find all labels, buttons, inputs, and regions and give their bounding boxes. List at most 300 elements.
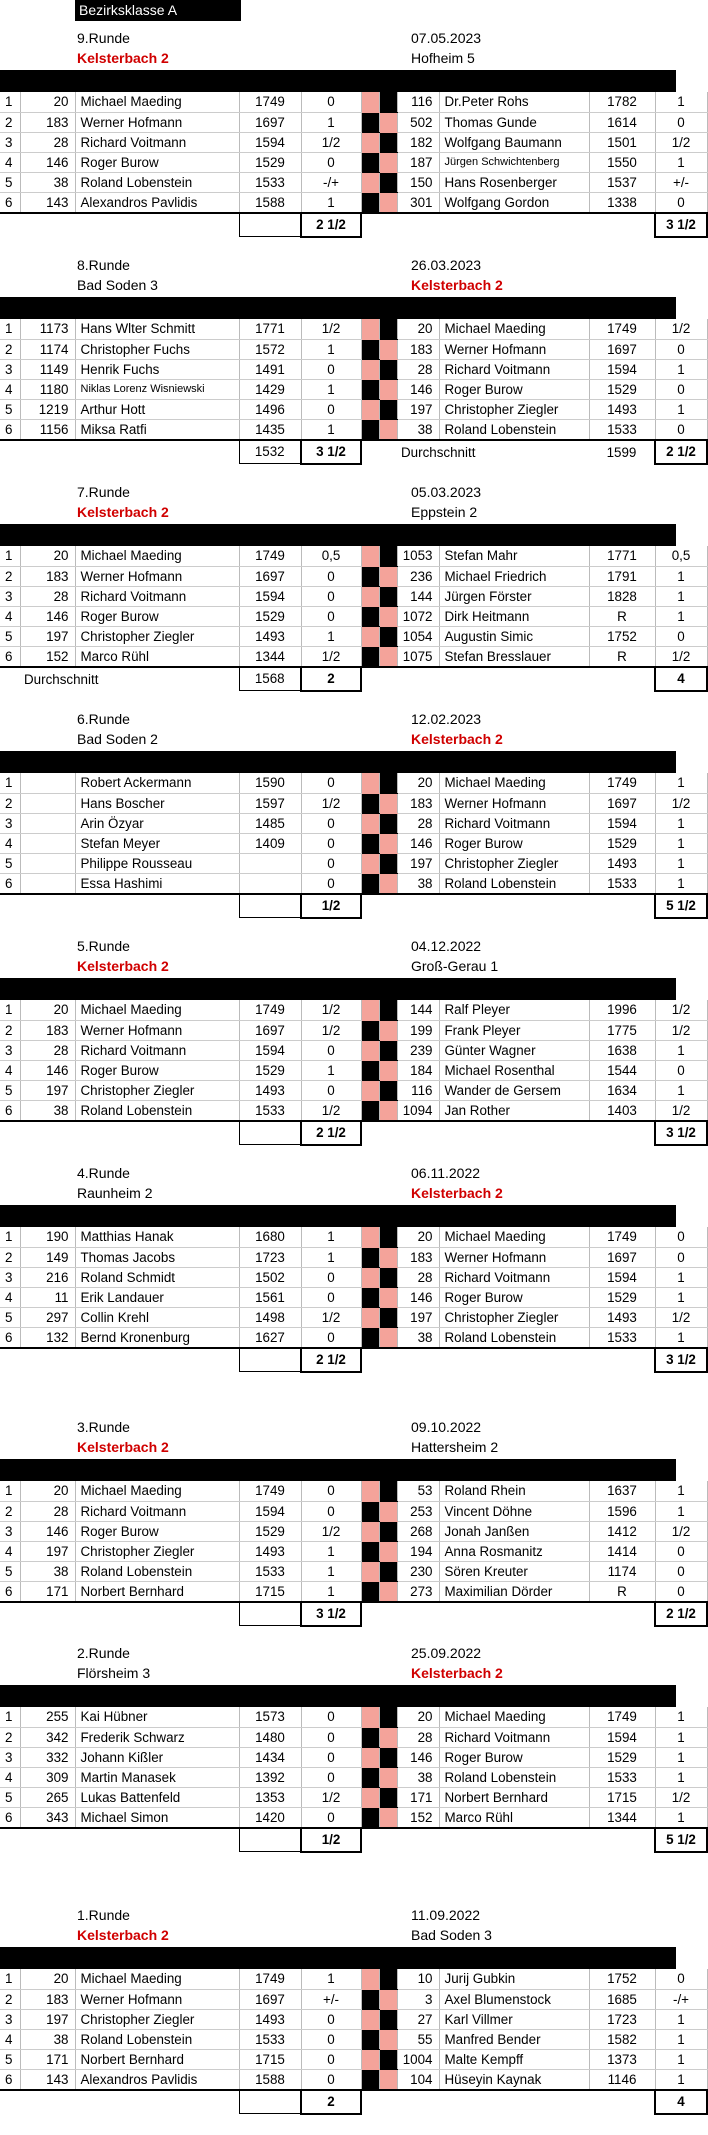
color-marker (379, 1807, 397, 1828)
right-player-id: 38 (397, 1767, 439, 1787)
left-player-result: 0 (301, 566, 361, 586)
right-player-id: 20 (397, 1227, 439, 1247)
left-player-result: 1/2 (301, 132, 361, 152)
right-average (589, 2090, 655, 2114)
right-player-id: 104 (397, 2069, 439, 2090)
right-player-id: 27 (397, 2009, 439, 2029)
spacer (0, 213, 20, 237)
round-header (0, 255, 676, 297)
right-player-id: 38 (397, 419, 439, 440)
color-marker (379, 2009, 397, 2029)
left-player-rating: 1409 (239, 833, 301, 853)
color-marker (379, 1000, 397, 1020)
color-marker (361, 1501, 379, 1521)
table-row (0, 1100, 707, 1121)
right-player-name: Roland Lobenstein (439, 419, 589, 440)
left-player-id: 1180 (20, 379, 75, 399)
totals-row (0, 440, 707, 464)
right-player-id: 1072 (397, 606, 439, 626)
board-number: 4 (0, 1060, 20, 1080)
left-player-rating: 1502 (239, 1267, 301, 1287)
left-player-name: Michael Maeding (75, 92, 239, 112)
left-team-name: Raunheim 2 (77, 1185, 153, 1201)
right-player-name: Christopher Ziegler (439, 1307, 589, 1327)
totals-row (0, 1348, 707, 1372)
right-player-result: 1 (655, 873, 707, 894)
left-player-id: 332 (20, 1747, 75, 1767)
color-marker (379, 1100, 397, 1121)
left-player-result: 1/2 (301, 1787, 361, 1807)
left-player-id (20, 813, 75, 833)
table-row (0, 112, 707, 132)
left-player-name: Miksa Ratfi (75, 419, 239, 440)
spacer (0, 894, 20, 918)
color-marker (379, 1707, 397, 1727)
right-player-result: 1/2 (655, 319, 707, 339)
left-player-rating: 1697 (239, 112, 301, 132)
left-player-rating: 1594 (239, 1501, 301, 1521)
left-player-rating: 1715 (239, 1581, 301, 1602)
left-team-total: 2 (301, 2090, 361, 2114)
table-row (0, 1521, 707, 1541)
left-player-name: Roland Lobenstein (75, 172, 239, 192)
left-player-name: Michael Maeding (75, 1481, 239, 1501)
color-marker (379, 813, 397, 833)
spacer (379, 2090, 397, 2114)
right-player-name: Richard Voitmann (439, 1267, 589, 1287)
left-player-id: 1156 (20, 419, 75, 440)
right-player-name: Stefan Mahr (439, 546, 589, 566)
left-player-name: Richard Voitmann (75, 1501, 239, 1521)
color-marker (379, 1247, 397, 1267)
right-player-id: 187 (397, 152, 439, 172)
right-player-name: Marco Rühl (439, 1807, 589, 1828)
right-player-result: 0,5 (655, 546, 707, 566)
right-player-rating: 1638 (589, 1040, 655, 1060)
left-player-id: 190 (20, 1227, 75, 1247)
right-player-result: 1 (655, 152, 707, 172)
color-marker (361, 1541, 379, 1561)
left-player-id: 11 (20, 1287, 75, 1307)
round-date: 26.03.2023 (411, 257, 482, 273)
color-marker (361, 419, 379, 440)
left-average: 1532 (239, 440, 301, 464)
left-player-rating: 1749 (239, 92, 301, 112)
right-player-rating: 1749 (589, 773, 655, 793)
color-marker (361, 1040, 379, 1060)
round-block (0, 482, 691, 692)
right-player-rating: 1533 (589, 1327, 655, 1348)
table-row (0, 1227, 707, 1247)
right-player-name: Christopher Ziegler (439, 399, 589, 419)
color-marker (379, 152, 397, 172)
left-player-name: Michael Maeding (75, 546, 239, 566)
board-number: 3 (0, 1747, 20, 1767)
right-player-rating: 1533 (589, 873, 655, 894)
right-average (589, 1121, 655, 1145)
spacer (0, 1348, 20, 1372)
right-player-rating: 1373 (589, 2049, 655, 2069)
right-player-result: 0 (655, 1969, 707, 1989)
round-block (0, 28, 696, 238)
left-average-label (20, 1121, 239, 1145)
left-player-rating: 1344 (239, 646, 301, 667)
color-marker (379, 319, 397, 339)
left-player-name: Werner Hofmann (75, 1989, 239, 2009)
pairings-table (0, 92, 708, 238)
right-player-rating: 1529 (589, 379, 655, 399)
color-marker (361, 1100, 379, 1121)
color-marker (379, 419, 397, 440)
header-bar (0, 978, 676, 1000)
left-player-rating: 1493 (239, 1080, 301, 1100)
board-number: 3 (0, 1040, 20, 1060)
table-row (0, 873, 707, 894)
board-number: 4 (0, 1767, 20, 1787)
spacer (0, 667, 20, 691)
left-team-name: Kelsterbach 2 (77, 958, 169, 974)
left-player-name: Bernd Kronenburg (75, 1327, 239, 1348)
round-date: 07.05.2023 (411, 30, 482, 46)
board-number: 5 (0, 172, 20, 192)
round-label: 2.Runde (77, 1645, 130, 1661)
left-player-id: 183 (20, 1989, 75, 2009)
totals-row (0, 894, 707, 918)
right-player-name: Roger Burow (439, 379, 589, 399)
left-player-rating (239, 853, 301, 873)
round-header (0, 1905, 676, 1947)
color-marker (361, 1080, 379, 1100)
left-player-rating: 1493 (239, 2009, 301, 2029)
left-team-total: 3 1/2 (301, 1602, 361, 1626)
right-player-name: Ralf Pleyer (439, 1000, 589, 1020)
left-player-name: Michael Simon (75, 1807, 239, 1828)
left-average-label (20, 1828, 239, 1852)
left-player-rating: 1493 (239, 1541, 301, 1561)
left-player-name: Hans Boscher (75, 793, 239, 813)
left-player-id: 20 (20, 1000, 75, 1020)
pairings-table (0, 1227, 708, 1373)
right-player-result: 1 (655, 2029, 707, 2049)
left-player-rating: 1594 (239, 586, 301, 606)
left-player-result: 1/2 (301, 1521, 361, 1541)
right-player-id: 182 (397, 132, 439, 152)
right-player-rating: 1791 (589, 566, 655, 586)
right-player-rating: 1338 (589, 192, 655, 213)
left-player-id: 183 (20, 566, 75, 586)
right-player-rating: 1775 (589, 1020, 655, 1040)
right-player-result: 1 (655, 92, 707, 112)
right-player-id: 20 (397, 1707, 439, 1727)
color-marker (379, 873, 397, 894)
right-player-name: Roger Burow (439, 833, 589, 853)
right-average (589, 1348, 655, 1372)
left-player-id: 265 (20, 1787, 75, 1807)
right-player-result: 1 (655, 2069, 707, 2090)
board-number: 1 (0, 1481, 20, 1501)
right-player-name: Manfred Bender (439, 2029, 589, 2049)
left-player-result: 0 (301, 606, 361, 626)
left-player-id: 20 (20, 546, 75, 566)
color-marker (361, 833, 379, 853)
right-player-rating: 1582 (589, 2029, 655, 2049)
board-number: 5 (0, 1080, 20, 1100)
right-player-rating: 1634 (589, 1080, 655, 1100)
color-marker (361, 566, 379, 586)
board-number: 2 (0, 566, 20, 586)
pairings-table (0, 1707, 708, 1853)
round-header (0, 1163, 676, 1205)
right-player-name: Hüseyin Kaynak (439, 2069, 589, 2090)
left-player-result: 1 (301, 1581, 361, 1602)
color-marker (379, 773, 397, 793)
left-player-rating: 1533 (239, 2029, 301, 2049)
right-average (589, 894, 655, 918)
right-player-name: Dr.Peter Rohs (439, 92, 589, 112)
right-team-total: 4 (655, 2090, 707, 2114)
left-player-result: 0 (301, 773, 361, 793)
board-number: 1 (0, 1000, 20, 1020)
color-marker (361, 606, 379, 626)
color-marker (379, 1020, 397, 1040)
color-marker (379, 1327, 397, 1348)
table-row (0, 546, 707, 566)
board-number: 3 (0, 1267, 20, 1287)
left-player-rating: 1572 (239, 339, 301, 359)
left-player-name: Roger Burow (75, 152, 239, 172)
table-row (0, 1481, 707, 1501)
right-player-rating: 1828 (589, 586, 655, 606)
right-player-rating: 1533 (589, 419, 655, 440)
color-marker (379, 1989, 397, 2009)
table-row (0, 1060, 707, 1080)
color-marker (361, 1307, 379, 1327)
color-marker (379, 112, 397, 132)
right-player-result: 1 (655, 586, 707, 606)
color-marker (361, 1989, 379, 2009)
right-average (589, 1602, 655, 1626)
right-player-name: Vincent Döhne (439, 1501, 589, 1521)
left-player-rating: 1697 (239, 1989, 301, 2009)
left-player-name: Arthur Hott (75, 399, 239, 419)
color-marker (379, 359, 397, 379)
right-player-result: 1 (655, 1807, 707, 1828)
right-player-rating: 1594 (589, 1267, 655, 1287)
left-player-id: 183 (20, 112, 75, 132)
right-player-rating: 1782 (589, 92, 655, 112)
table-row (0, 1787, 707, 1807)
left-player-name: Roland Schmidt (75, 1267, 239, 1287)
left-player-id: 38 (20, 172, 75, 192)
board-number: 3 (0, 1521, 20, 1541)
board-number: 4 (0, 2029, 20, 2049)
right-player-name: Michael Maeding (439, 1227, 589, 1247)
right-player-id: 1004 (397, 2049, 439, 2069)
left-average (239, 1121, 301, 1145)
right-player-id: 116 (397, 92, 439, 112)
board-number: 1 (0, 92, 20, 112)
color-marker (361, 1561, 379, 1581)
right-player-name: Werner Hofmann (439, 793, 589, 813)
left-player-result: 1 (301, 1060, 361, 1080)
left-player-name: Alexandros Pavlidis (75, 2069, 239, 2090)
totals-row (0, 1828, 707, 1852)
color-marker (379, 793, 397, 813)
right-player-result: 0 (655, 626, 707, 646)
round-header (0, 28, 676, 70)
left-player-name: Norbert Bernhard (75, 2049, 239, 2069)
right-team-total: 3 1/2 (655, 213, 707, 237)
left-player-id (20, 793, 75, 813)
right-player-id: 230 (397, 1561, 439, 1581)
left-player-name: Michael Maeding (75, 1000, 239, 1020)
spacer (361, 1121, 379, 1145)
color-marker (361, 1247, 379, 1267)
left-player-rating: 1420 (239, 1807, 301, 1828)
left-player-id: 38 (20, 1100, 75, 1121)
right-player-name: Jan Rother (439, 1100, 589, 1121)
board-number: 2 (0, 1247, 20, 1267)
color-marker (379, 1287, 397, 1307)
left-player-result: 1/2 (301, 1100, 361, 1121)
board-number: 4 (0, 152, 20, 172)
right-player-rating: 1996 (589, 1000, 655, 1020)
board-number: 6 (0, 873, 20, 894)
totals-row (0, 1121, 707, 1145)
left-team-name: Kelsterbach 2 (77, 504, 169, 520)
right-player-name: Roger Burow (439, 1287, 589, 1307)
spacer (379, 213, 397, 237)
right-player-name: Jonah Janßen (439, 1521, 589, 1541)
right-player-id: 183 (397, 1247, 439, 1267)
left-player-rating: 1749 (239, 1969, 301, 1989)
left-player-name: Richard Voitmann (75, 132, 239, 152)
left-player-rating: 1435 (239, 419, 301, 440)
color-marker (379, 853, 397, 873)
table-row (0, 379, 707, 399)
left-player-result: 0 (301, 1501, 361, 1521)
right-player-name: Karl Villmer (439, 2009, 589, 2029)
left-average-label (20, 2090, 239, 2114)
right-average: 1599 (606, 444, 637, 460)
board-number: 1 (0, 1707, 20, 1727)
right-player-result: 1/2 (655, 132, 707, 152)
board-number: 5 (0, 2049, 20, 2069)
left-player-id: 197 (20, 626, 75, 646)
right-player-result: 1 (655, 1747, 707, 1767)
right-player-id: 239 (397, 1040, 439, 1060)
spacer (0, 1121, 20, 1145)
left-player-rating: 1529 (239, 1521, 301, 1541)
right-player-id: 10 (397, 1969, 439, 1989)
color-marker (361, 853, 379, 873)
left-player-name: Richard Voitmann (75, 1040, 239, 1060)
left-player-result: 0 (301, 359, 361, 379)
left-team-total: 1/2 (301, 894, 361, 918)
color-marker (361, 192, 379, 213)
right-player-rating: 1749 (589, 1227, 655, 1247)
right-player-id: 144 (397, 1000, 439, 1020)
left-player-id: 297 (20, 1307, 75, 1327)
left-player-name: Werner Hofmann (75, 1020, 239, 1040)
right-player-id: 273 (397, 1581, 439, 1602)
right-player-id: 28 (397, 1267, 439, 1287)
color-marker (361, 1481, 379, 1501)
table-row (0, 419, 707, 440)
right-team-total: 2 1/2 (655, 1602, 707, 1626)
left-player-name: Christopher Ziegler (75, 626, 239, 646)
right-player-rating: 1697 (589, 1247, 655, 1267)
left-player-rating: 1771 (239, 319, 301, 339)
board-number: 6 (0, 646, 20, 667)
table-row (0, 773, 707, 793)
left-player-result: 0 (301, 1481, 361, 1501)
left-player-name: Roger Burow (75, 1521, 239, 1541)
right-player-id: 253 (397, 1501, 439, 1521)
right-player-id: 146 (397, 1747, 439, 1767)
right-player-id: 53 (397, 1481, 439, 1501)
color-marker (361, 586, 379, 606)
right-player-id: 1053 (397, 546, 439, 566)
left-player-id: 1149 (20, 359, 75, 379)
left-player-rating: 1680 (239, 1227, 301, 1247)
board-number: 4 (0, 833, 20, 853)
left-player-rating: 1697 (239, 1020, 301, 1040)
color-marker (361, 773, 379, 793)
right-team-total: 4 (655, 667, 707, 691)
right-player-result: 1 (655, 853, 707, 873)
table-row (0, 1807, 707, 1828)
left-player-id: 216 (20, 1267, 75, 1287)
right-player-rating: 1697 (589, 793, 655, 813)
right-player-rating: 1594 (589, 1727, 655, 1747)
right-player-result: 0 (655, 1561, 707, 1581)
table-row (0, 1080, 707, 1100)
left-player-result: 1/2 (301, 1000, 361, 1020)
color-marker (379, 606, 397, 626)
color-marker (379, 1227, 397, 1247)
board-number: 2 (0, 112, 20, 132)
left-player-result: 1 (301, 339, 361, 359)
right-player-result: 1 (655, 1287, 707, 1307)
left-player-rating: 1749 (239, 1000, 301, 1020)
color-marker (379, 1727, 397, 1747)
left-player-name: Alexandros Pavlidis (75, 192, 239, 213)
header-bar (0, 751, 676, 773)
right-player-result: 1/2 (655, 793, 707, 813)
right-player-id: 3 (397, 1989, 439, 2009)
left-average (239, 1602, 301, 1626)
table-row (0, 1969, 707, 1989)
color-marker (361, 152, 379, 172)
color-marker (361, 379, 379, 399)
right-player-name: Michael Maeding (439, 1707, 589, 1727)
board-number: 3 (0, 813, 20, 833)
right-player-rating: 1493 (589, 399, 655, 419)
left-player-id: 28 (20, 1501, 75, 1521)
right-player-id: 502 (397, 112, 439, 132)
color-marker (379, 399, 397, 419)
right-team-total: 3 1/2 (655, 1121, 707, 1145)
right-player-rating: 1544 (589, 1060, 655, 1080)
left-player-id: 1173 (20, 319, 75, 339)
left-player-id: 183 (20, 1020, 75, 1040)
table-row (0, 1307, 707, 1327)
left-player-result: -/+ (301, 172, 361, 192)
right-player-id: 194 (397, 1541, 439, 1561)
right-player-result: 1 (655, 1501, 707, 1521)
left-player-result: 1 (301, 1561, 361, 1581)
